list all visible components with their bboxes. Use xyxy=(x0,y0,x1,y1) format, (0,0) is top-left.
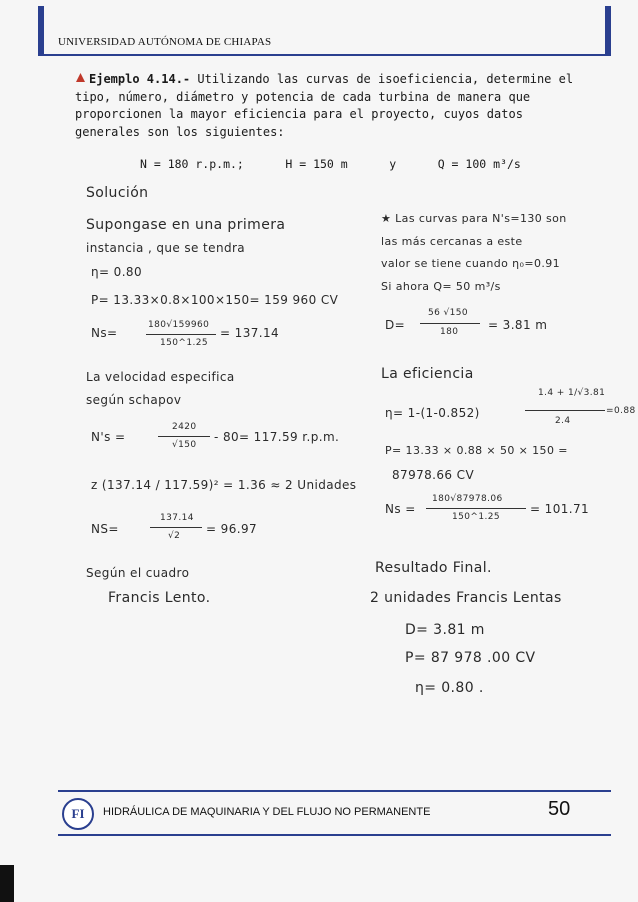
right-ns-num: 180√87978.06 xyxy=(432,494,503,504)
solucion-heading: Solución xyxy=(86,185,149,201)
left-ns3-fraction-line xyxy=(150,527,202,528)
right-eta-num: 1.4 + 1/√3.81 xyxy=(538,388,606,398)
scan-edge xyxy=(0,865,14,902)
right-si-ahora: Si ahora Q= 50 m³/s xyxy=(381,280,501,293)
header-bar-right xyxy=(605,6,611,56)
left-ns2-num: 2420 xyxy=(172,422,197,432)
left-ns2-val: - 80= 117.59 r.p.m. xyxy=(214,430,340,444)
left-francis: Francis Lento. xyxy=(108,590,211,606)
left-ns2-fraction-line xyxy=(158,436,210,437)
left-ns3-label: NS= xyxy=(91,522,119,536)
problem-statement xyxy=(75,71,590,141)
right-p-val: 87978.66 CV xyxy=(392,468,475,482)
left-ns-val: = 137.14 xyxy=(220,326,280,340)
left-ns3-num: 137.14 xyxy=(160,513,194,523)
faculty-logo: FI xyxy=(62,798,94,830)
right-d-num: 56 √150 xyxy=(428,308,469,318)
right-eta-final: η= 0.80 . xyxy=(415,680,484,696)
right-eficiencia: La eficiencia xyxy=(381,366,474,382)
right-d-fraction-line xyxy=(420,323,480,324)
header-rule xyxy=(38,54,611,56)
right-d-label: D= xyxy=(385,318,406,332)
page-number: 50 xyxy=(548,798,571,820)
problem-params: N = 180 r.p.m.; H = 150 m y Q = 100 m³/s xyxy=(140,157,521,171)
right-ns-val: = 101.71 xyxy=(530,502,590,516)
right-resultado: Resultado Final. xyxy=(375,560,492,576)
left-z-line: z (137.14 / 117.59)² = 1.36 ≈ 2 Unidades xyxy=(91,478,357,492)
left-line1: Supongase en una primera xyxy=(86,217,286,233)
left-segun: según schapov xyxy=(86,393,182,407)
left-power: P= 13.33×0.8×100×150= 159 960 CV xyxy=(91,293,339,307)
left-ns-fraction-line xyxy=(146,334,216,335)
left-ns-num: 180√159960 xyxy=(148,320,210,330)
right-unidades: 2 unidades Francis Lentas xyxy=(370,590,562,606)
left-velocidad: La velocidad especifica xyxy=(86,370,235,384)
header-university: UNIVERSIDAD AUTÓNOMA DE CHIAPAS xyxy=(58,36,272,48)
left-ns-label: Ns= xyxy=(91,326,118,340)
left-cuadro: Según el cuadro xyxy=(86,566,190,580)
left-eta: η= 0.80 xyxy=(91,265,142,279)
header-bar-left xyxy=(38,6,44,56)
right-eta-fraction-line xyxy=(525,410,605,411)
right-d-den: 180 xyxy=(440,327,459,337)
right-eta-eq: η= 1-(1-0.852) xyxy=(385,406,480,420)
right-ns-fraction-line xyxy=(426,508,526,509)
left-ns3-val: = 96.97 xyxy=(206,522,258,536)
left-ns2-label: N's = xyxy=(91,430,126,444)
right-star2: las más cercanas a este xyxy=(381,235,523,248)
footer-title: HIDRÁULICA DE MAQUINARIA Y DEL FLUJO NO PERMANENTE xyxy=(103,806,431,818)
right-star1: ★ Las curvas para N's=130 son xyxy=(381,212,567,225)
footer-rule-top xyxy=(58,790,611,792)
left-line2: instancia , que se tendra xyxy=(86,241,246,255)
right-star3: valor se tiene cuando η₀=0.91 xyxy=(381,257,561,270)
right-d-final: D= 3.81 m xyxy=(405,622,485,638)
left-ns-den: 150^1.25 xyxy=(160,338,208,348)
right-eta-val: =0.88 xyxy=(606,406,636,416)
right-ns-den: 150^1.25 xyxy=(452,512,500,522)
right-d-val: = 3.81 m xyxy=(488,318,548,332)
right-eta-den: 2.4 xyxy=(555,416,571,426)
problem-title: Ejemplo 4.14.- xyxy=(89,72,191,86)
right-ns-label: Ns = xyxy=(385,502,416,516)
footer-rule-bottom xyxy=(58,834,611,836)
right-p-eq: P= 13.33 × 0.88 × 50 × 150 = xyxy=(385,444,568,457)
problem-text: Utilizando las curvas de isoeficiencia, determine el tipo, número, diámetro y potencia de cada turbina de manera que proporcionen la mayor eficiencia para el proyecto, cuyos datos generales son los siguientes: xyxy=(75,72,574,139)
left-ns3-den: √2 xyxy=(168,531,181,541)
left-ns2-den: √150 xyxy=(172,440,197,450)
right-p-final: P= 87 978 .00 CV xyxy=(405,650,536,666)
